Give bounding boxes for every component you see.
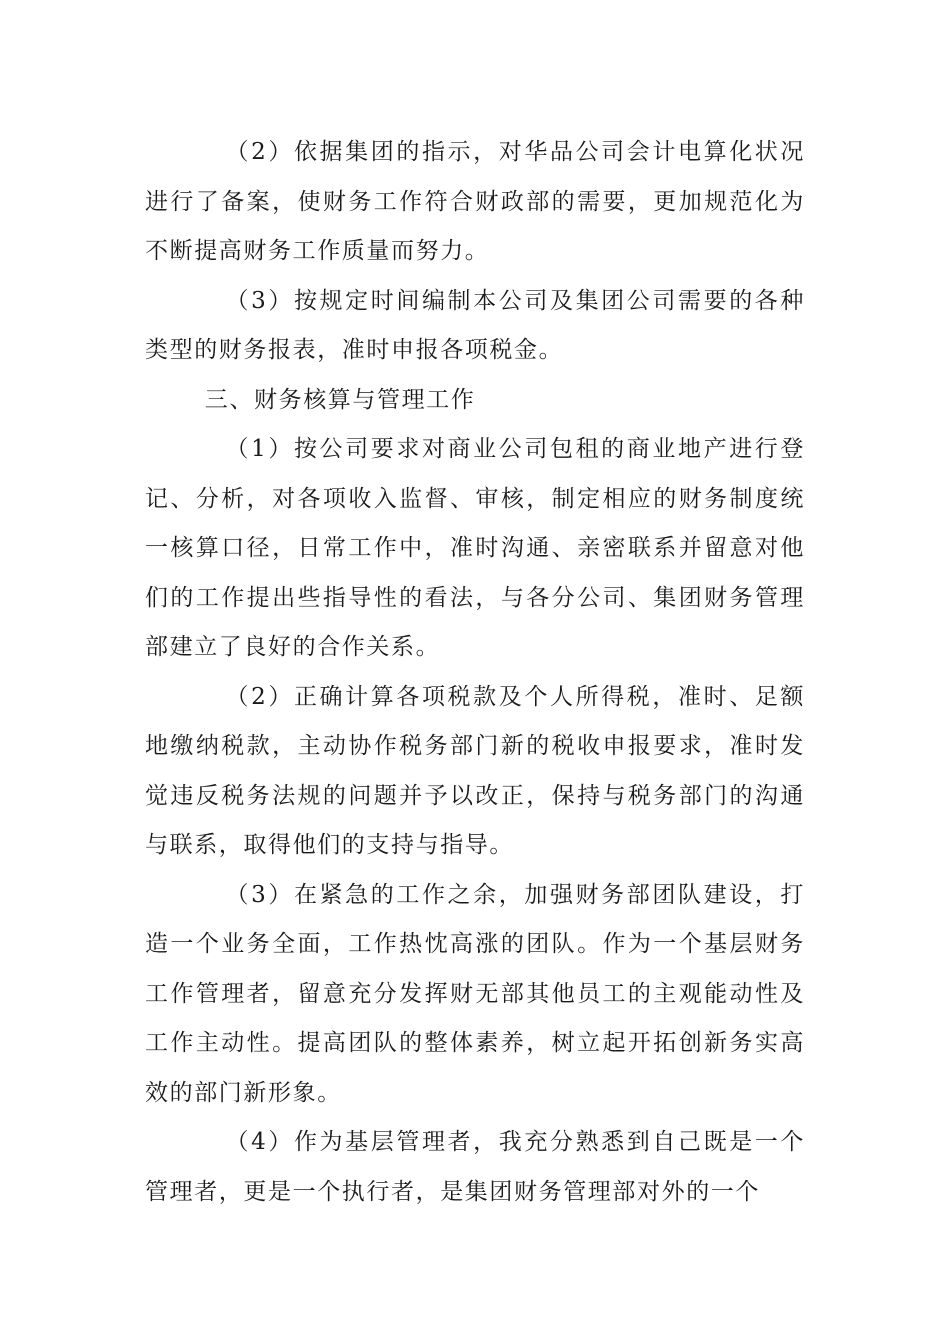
paragraph-item-2-tax-payment: （2）正确计算各项税款及个人所得税，准时、足额地缴纳税款，主动协作税务部门新的税收申报要求，准时发觉违反税务法规的问题并予以改正，保持与税务部门的沟通与联系，取得他们的支持与指导。 [145, 683, 805, 858]
paragraph-item-3-team-building: （3）在紧急的工作之余，加强财务部团队建设，打造一个业务全面，工作热忱高涨的团队。作为一个基层财务工作管理者，留意充分发挥财无部其他员工的主观能动性及工作主动性。提高团队的整体素养，树立起开拓创新务实高效的部门新形象。 [145, 881, 805, 1106]
paragraph-item-2-ecommerce-filing: （2）依据集团的指示，对华品公司会计电算化状况进行了备案，使财务工作符合财政部的需要，更加规范化为不断提高财务工作质量而努力。 [145, 139, 805, 264]
paragraph-item-4-manager-role: （4）作为基层管理者，我充分熟悉到自己既是一个管理者，更是一个执行者，是集团财务管理部对外的一个 [145, 1129, 805, 1205]
paragraph-item-1-commercial-property: （1）按公司要求对商业公司包租的商业地产进行登记、分析，对各项收入监督、审核，制定相应的财务制度统一核算口径，日常工作中，准时沟通、亲密联系并留意对他们的工作提出些指导性的看法，与各分公司、集团财务管理部建立了良好的合作关系。 [145, 436, 805, 660]
document-body [145, 128, 805, 1217]
paragraph-item-3-financial-statements: （3）按规定时间编制本公司及集团公司需要的各种类型的财务报表，准时申报各项税金。 [145, 287, 805, 363]
section-heading-accounting-management: 三、财务核算与管理工作 [204, 386, 476, 413]
